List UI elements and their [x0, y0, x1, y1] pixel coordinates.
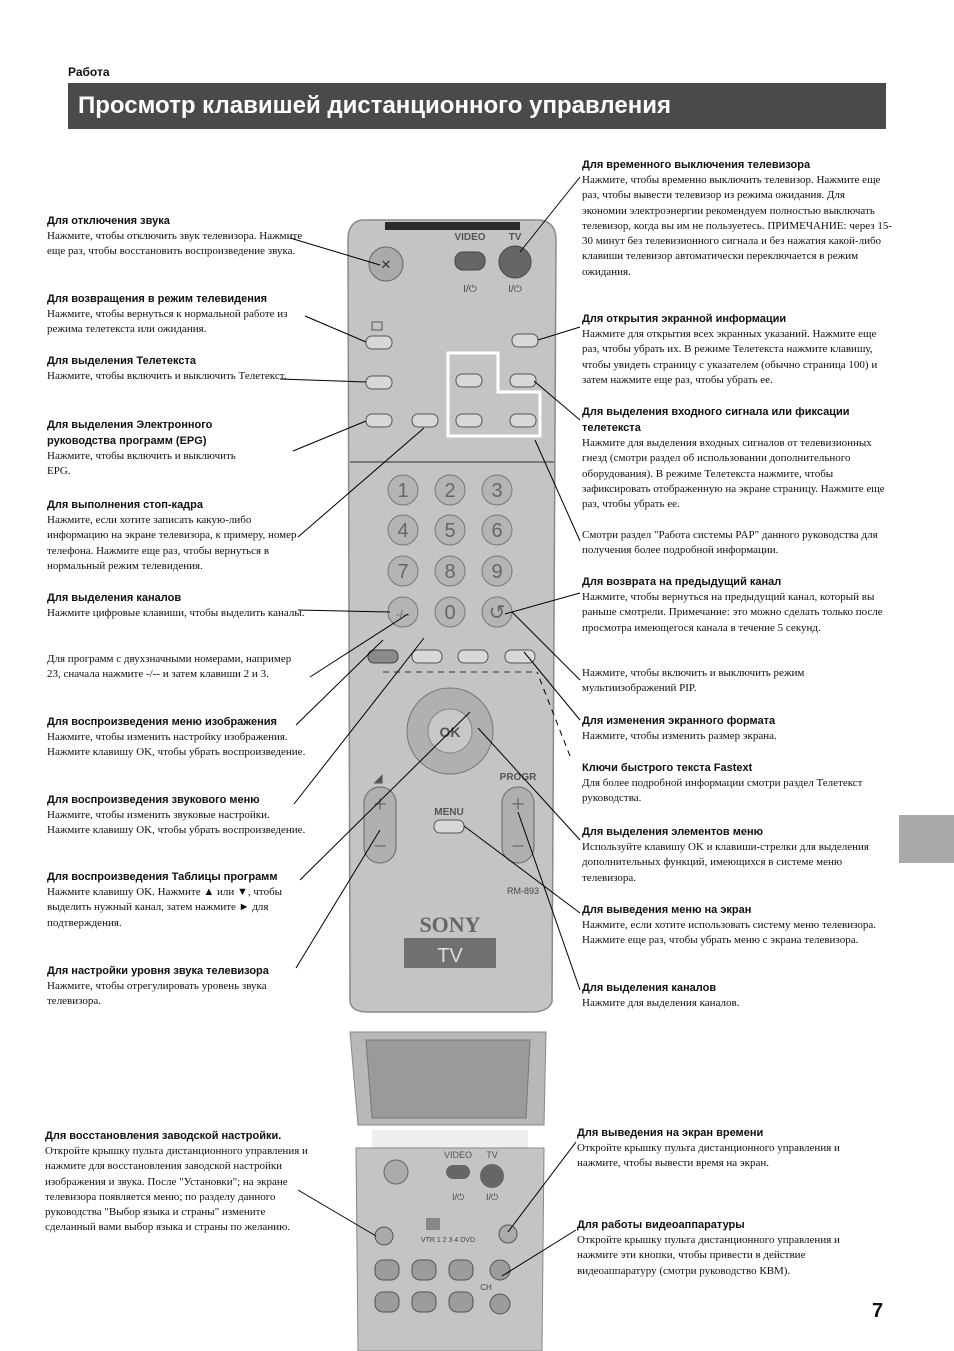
- desc-channels: Для выделения каналов Нажмите цифровые клавиши, чтобы выделить каналы.: [47, 592, 305, 619]
- svg-text:1: 1: [397, 480, 409, 502]
- tv-power-button[interactable]: [499, 246, 531, 278]
- tv-label: TV: [508, 232, 522, 243]
- desc-pip: Нажмите, чтобы включить и выключить режим мультиизображений PIP.: [582, 667, 805, 695]
- section-label: Работа: [68, 65, 110, 79]
- desc-freeze: Для выполнения стоп-кадра Нажмите, если хотите записать какую-либо информацию на экране телевизора, к примеру, номер телефона. Нажмите еще раз, чтобы вернуться в нормальный режим телевидения.: [47, 499, 297, 572]
- video-label: VIDEO: [454, 232, 486, 243]
- svg-text:-/--: -/--: [395, 609, 411, 621]
- video-button[interactable]: [455, 252, 485, 270]
- svg-text:4: 4: [397, 520, 409, 542]
- svg-text:−: −: [511, 834, 525, 860]
- desc-volume: Для настройки уровня звука телевизора Нажмите, чтобы отрегулировать уровень звука телевизора.: [47, 965, 269, 1008]
- ok-label: OK: [439, 724, 461, 740]
- teletext-button[interactable]: [366, 376, 392, 389]
- svg-text:SONY: SONY: [419, 912, 481, 937]
- desc-two-digit: Для программ с двухзначными номерами, например 23, сначала нажмите -/-- и затем клавиши 2 и 3.: [47, 653, 292, 681]
- desc-menu: Для выведения меню на экран Нажмите, если хотите использовать систему меню телевизора. Нажмите еще раз, чтобы убрать меню с экрана телевизора.: [582, 904, 877, 947]
- svg-text:I/⏻: I/⏻: [508, 284, 522, 295]
- svg-text:I/⏻: I/⏻: [485, 1192, 499, 1202]
- desc-menu-nav: Для выделения элементов меню Используйте клавишу OK и клавиши-стрелки для выделения дополнительных функций, имеющихся в системе меню телевизора.: [582, 826, 869, 884]
- svg-text:TV: TV: [437, 945, 463, 967]
- desc-tv-mode: Для возвращения в режим телевидения Нажмите, чтобы вернуться к нормальной работе из режима телетекста или ожидания.: [47, 293, 288, 336]
- svg-text:I/⏻: I/⏻: [451, 1192, 465, 1202]
- svg-text:6: 6: [491, 520, 503, 542]
- freeze-button[interactable]: [412, 414, 438, 427]
- svg-text:+: +: [373, 792, 387, 818]
- svg-text:MENU: MENU: [434, 807, 464, 818]
- desc-prev-channel: Для возврата на предыдущий канал Нажмите, чтобы вернуться на предыдущий канал, который вы раньше смотрели. Примечание: это можно сделать только после просмотра имеющегося канала в течение 5 секунд.: [582, 576, 883, 634]
- desc-epg: Для выделения Электронного руководства программ (EPG) Нажмите, чтобы включить и выключить EPG.: [47, 419, 236, 478]
- clock-button[interactable]: [499, 1225, 517, 1243]
- svg-text:8: 8: [444, 561, 456, 583]
- desc-screen-format: Для изменения экранного формата Нажмите, чтобы изменить размер экрана.: [582, 715, 777, 742]
- svg-text:I/⏻: I/⏻: [463, 284, 477, 295]
- svg-text:CH: CH: [480, 1283, 492, 1292]
- desc-progr: Для выделения каналов Нажмите для выделения каналов.: [582, 982, 740, 1009]
- svg-text:↺: ↺: [488, 602, 506, 624]
- epg-button[interactable]: [366, 414, 392, 427]
- desc-pap: Смотри раздел "Работа системы PAP" данного руководства для получения более подробной информации.: [582, 529, 878, 557]
- svg-text:+: +: [511, 792, 525, 818]
- svg-text:−: −: [373, 834, 387, 860]
- desc-picture-menu: Для воспроизведения меню изображения Нажмите, чтобы изменить настройку изображения. Нажмите клавишу OK, чтобы убрать воспроизведение.: [47, 716, 306, 759]
- svg-text:VTR 1 2 3 4 DVD: VTR 1 2 3 4 DVD: [420, 1237, 476, 1244]
- page-number: 7: [872, 1300, 884, 1322]
- svg-text:✕: ✕: [380, 257, 392, 272]
- svg-text:VIDEO: VIDEO: [443, 1150, 473, 1160]
- desc-input-select: Для выделения входного сигнала или фиксации телетекста Нажмите для выделения входных сигналов от телевизионных гнезд (смотри раздел об использовании дополнительного оборудования). В режиме Телетекста нажмите, чтобы зафиксировать отображенную на экране страницу. Нажмите еще раз, чтобы убрать ее.: [582, 406, 885, 511]
- menu-button[interactable]: [434, 820, 464, 833]
- svg-text:RM-893: RM-893: [506, 886, 540, 896]
- svg-text:7: 7: [397, 561, 409, 583]
- svg-text:◢: ◢: [373, 771, 383, 785]
- desc-vcr: Для работы видеоаппаратуры Откройте крышку пульта дистанционного управления и нажмите эти кнопки, чтобы привести в действие видеоаппаратуру (смотри руководство КВМ).: [577, 1219, 840, 1277]
- desc-program-table: Для воспроизведения Таблицы программ Нажмите клавишу OK. Нажмите ▲ или ▼, чтобы выделить нужный канал, затем нажмите ► для подтверждения.: [47, 871, 283, 929]
- reset-button[interactable]: [375, 1227, 393, 1245]
- desc-factory-reset: Для восстановления заводской настройки. Откройте крышку пульта дистанционного управления и нажмите для восстановления заводской настройки изображения и звука. После "Установки"; на экране телевизора появляется меню; по разделу данного руководства "Выбор языка и страны" измените сделанный вами выбор языка и страны по желанию.: [45, 1130, 308, 1234]
- svg-text:5: 5: [444, 520, 456, 542]
- svg-text:2: 2: [444, 480, 456, 502]
- svg-text:PROGR: PROGR: [499, 772, 537, 783]
- desc-fastext: Ключи быстрого текста Fastext Для более подробной информации смотри раздел Телетекст руководства.: [582, 762, 863, 805]
- svg-text:3: 3: [491, 480, 503, 502]
- desc-onscreen-info: Для открытия экранной информации Нажмите для открытия всех экранных указаний. Нажмите еще раз, чтобы убрать их. В режиме Телетекста нажмите клавишу, чтобы увидеть страницу с указателем (обычно страница 100) и затем нажмите еще раз, чтобы убрать ее.: [582, 313, 878, 386]
- desc-sound-menu: Для воспроизведения звукового меню Нажмите, чтобы изменить звуковые настройки. Нажмите клавишу OK, чтобы убрать воспроизведение.: [47, 794, 306, 837]
- page-title: Просмотр клавишей дистанционного управления: [68, 83, 886, 129]
- desc-standby: Для временного выключения телевизора Нажмите, чтобы временно выключить телевизор. Нажмите еще раз, чтобы вывести телевизор из режима ожидания. Для экономии электроэнергии рекомендуем полностью выключать телевизор, когда вы им не пользуетесь. ПРИМЕЧАНИЕ: через 15-30 минут без телевизионного сигнала и без нажатия какой-либо клавиши телевизор автоматически переключается в режим ожидания.: [582, 159, 893, 278]
- desc-clock: Для выведения на экран времени Откройте крышку пульта дистанционного управления и нажмите, чтобы вывести время на экран.: [577, 1127, 840, 1170]
- svg-text:TV: TV: [486, 1150, 498, 1160]
- desc-teletext: Для выделения Телетекста Нажмите, чтобы включить и выключить Телетекст.: [47, 355, 287, 382]
- tv-mode-button[interactable]: [366, 336, 392, 349]
- svg-text:0: 0: [444, 602, 456, 624]
- svg-text:9: 9: [491, 561, 503, 583]
- desc-mute: Для отключения звука Нажмите, чтобы отключить звук телевизора. Нажмите еще раз, чтобы восстановить воспроизведение звука.: [47, 215, 303, 258]
